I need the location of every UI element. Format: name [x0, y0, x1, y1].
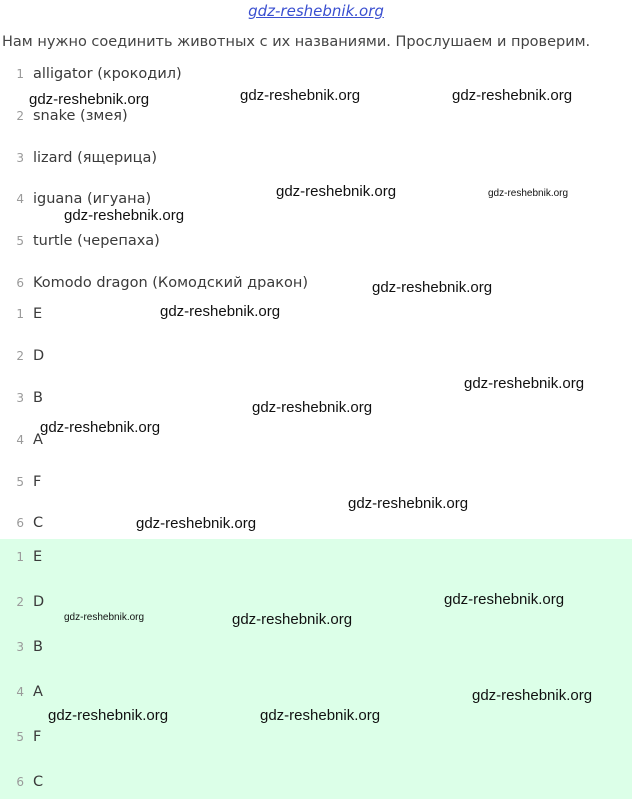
list-item [0, 302, 42, 326]
item-text: A [33, 432, 43, 448]
watermark: gdz-reshebnik.org [48, 707, 169, 724]
item-number: 4 [16, 192, 24, 206]
item-text: lizard (ящерица) [33, 150, 158, 166]
list-item [0, 271, 308, 295]
list-item [0, 680, 43, 704]
list-item [0, 511, 43, 535]
item-text: C [33, 774, 44, 790]
item-number: 4 [16, 685, 24, 699]
item-text: A [33, 684, 43, 700]
item-text: E [33, 306, 43, 322]
list-item [0, 344, 44, 368]
watermark: gdz-reshebnik.org [452, 87, 573, 104]
item-text: turtle (черепаха) [33, 233, 160, 249]
item-number: 6 [16, 775, 24, 789]
watermark: gdz-reshebnik.org [252, 399, 373, 416]
watermark: gdz-reshebnik.org [232, 611, 353, 628]
answers-panel [0, 539, 632, 799]
list-item [0, 725, 41, 749]
item-text: Komodo dragon (Комодский дракон) [33, 275, 308, 291]
watermark: gdz-reshebnik.org [444, 591, 565, 608]
item-number: 5 [16, 234, 24, 248]
item-text: E [33, 549, 43, 565]
watermark: gdz-reshebnik.org [240, 87, 361, 104]
list-item [0, 104, 128, 128]
item-number: 1 [16, 67, 24, 81]
item-text: alligator (крокодил) [33, 66, 182, 82]
list-item [0, 386, 43, 410]
item-text: B [33, 639, 43, 655]
item-number: 6 [16, 516, 24, 530]
watermark: gdz-reshebnik.org [348, 495, 469, 512]
watermark: gdz-reshebnik.org [276, 183, 397, 200]
item-number: 3 [16, 640, 24, 654]
list-item [0, 62, 182, 86]
watermark: gdz-reshebnik.org [40, 419, 161, 436]
watermark: gdz-reshebnik.org [160, 303, 281, 320]
item-number: 3 [16, 391, 24, 405]
watermark: gdz-reshebnik.org [464, 375, 585, 392]
watermark: gdz-reshebnik.org [372, 279, 493, 296]
item-text: iguana (игуана) [33, 191, 152, 207]
list-item [0, 229, 160, 253]
item-text: F [33, 729, 42, 745]
list-item [0, 590, 44, 614]
item-number: 1 [16, 307, 24, 321]
site-link[interactable]: gdz-reshebnik.org [248, 2, 384, 20]
item-text: C [33, 515, 44, 531]
watermark: gdz-reshebnik.org [260, 707, 381, 724]
item-number: 2 [16, 595, 24, 609]
item-number: 2 [16, 109, 24, 123]
item-text: F [33, 474, 42, 490]
list-item [0, 545, 42, 569]
watermark: gdz-reshebnik.org [136, 515, 257, 532]
item-text: B [33, 390, 43, 406]
item-number: 4 [16, 433, 24, 447]
item-number: 6 [16, 276, 24, 290]
watermark: gdz-reshebnik.org [488, 188, 569, 199]
list-item [0, 146, 157, 170]
item-number: 5 [16, 475, 24, 489]
item-number: 1 [16, 550, 24, 564]
watermark: gdz-reshebnik.org [64, 612, 145, 623]
list-item [0, 187, 151, 211]
list-item [0, 428, 43, 452]
item-number: 5 [16, 730, 24, 744]
watermark: gdz-reshebnik.org [472, 687, 593, 704]
item-number: 3 [16, 151, 24, 165]
watermark: gdz-reshebnik.org [29, 91, 150, 108]
item-text: snake (змея) [33, 108, 128, 124]
watermark: gdz-reshebnik.org [64, 207, 185, 224]
list-item [0, 635, 43, 659]
list-item [0, 470, 41, 494]
item-text: D [33, 594, 45, 610]
item-text: D [33, 348, 45, 364]
list-item [0, 770, 43, 794]
task-instruction: Нам нужно соединить животных с их названиями. Прослушаем и проверим. [2, 34, 591, 50]
item-number: 2 [16, 349, 24, 363]
